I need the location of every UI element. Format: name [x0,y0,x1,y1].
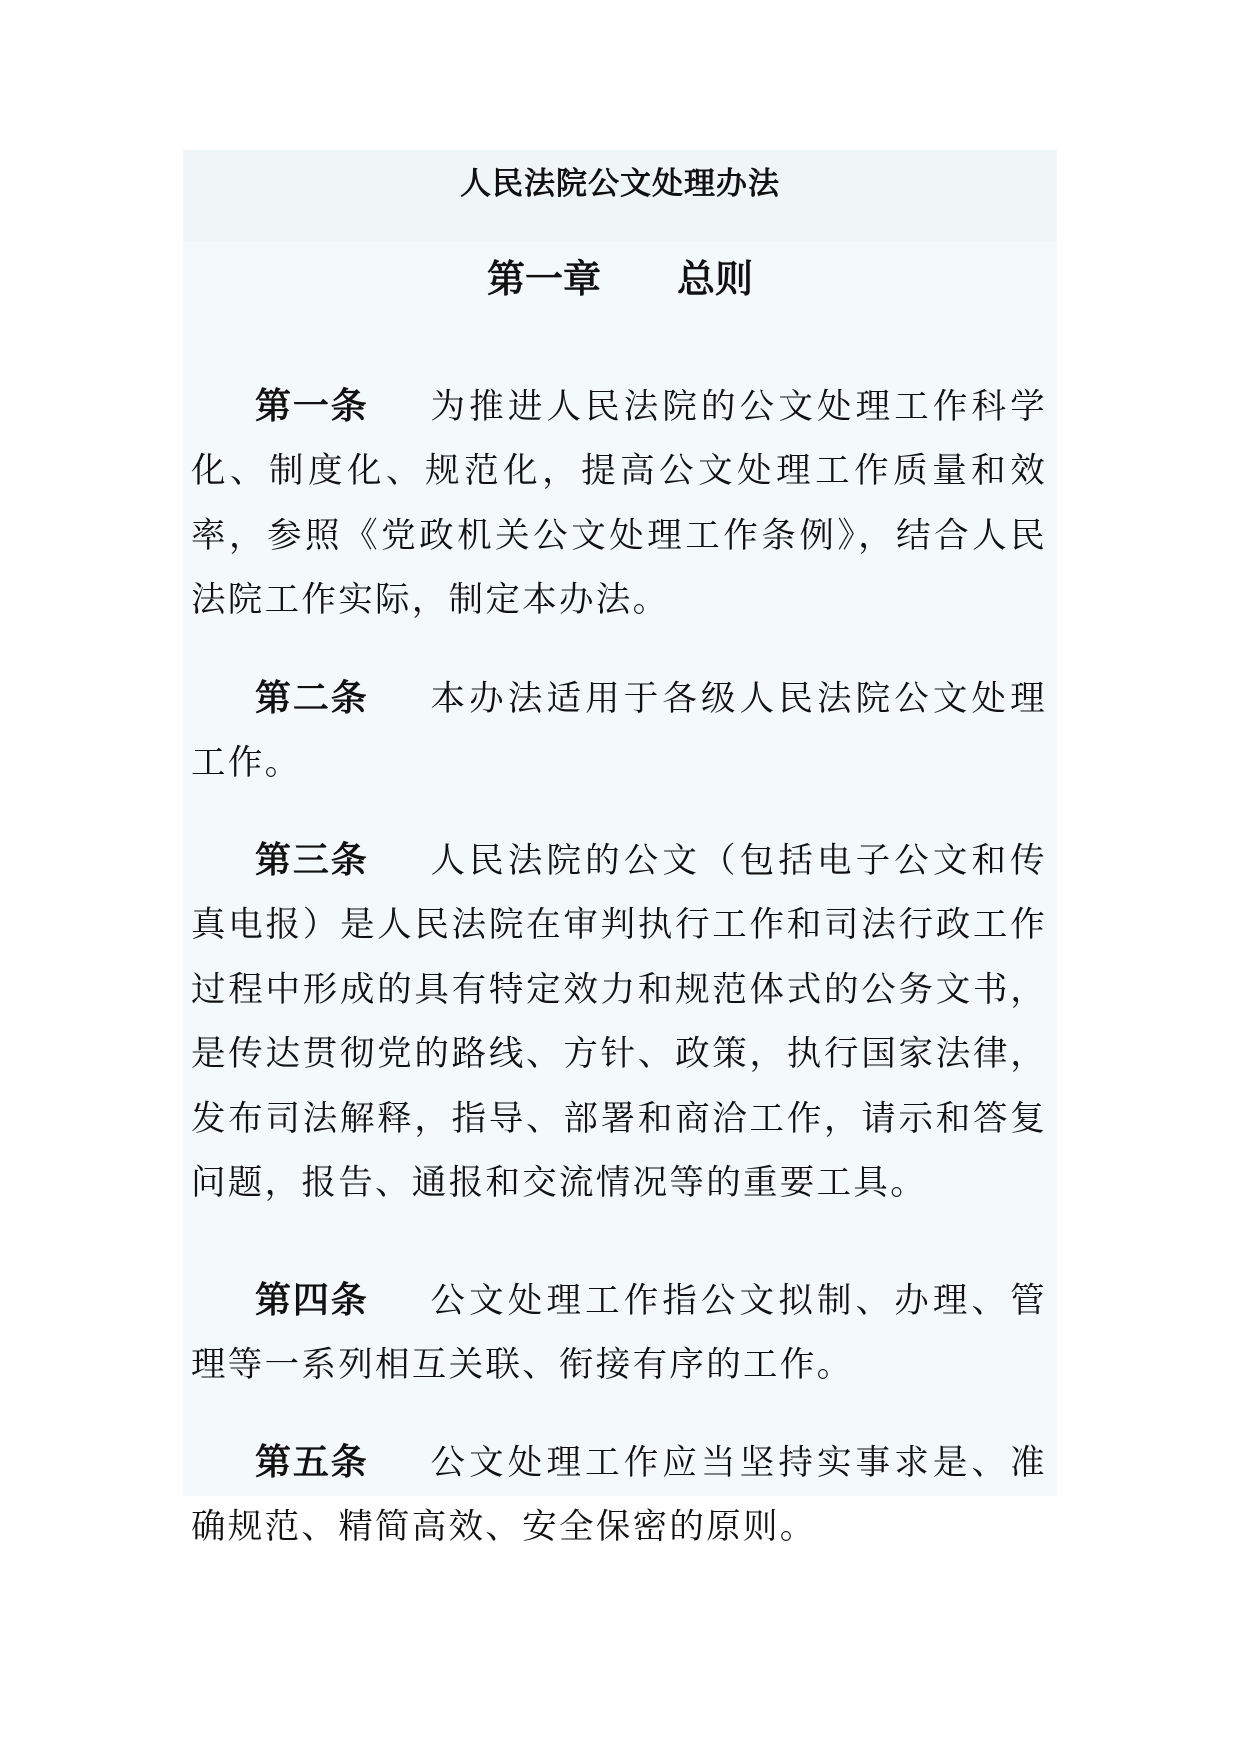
document-page [183,150,1057,1547]
article-3 [191,829,1047,1216]
article-label: 第三条 [255,839,369,881]
article-text: 公文处理工作应当坚持实事求是、准确规范、精简高效、安全保密的原则。 [191,1442,1047,1547]
article-text: 公文处理工作指公文拟制、办理、管理等一系列相互关联、衔接有序的工作。 [191,1280,1047,1385]
document-title: 人民法院公文处理办法 [460,166,780,202]
article-5 [191,1431,1047,1560]
article-label: 第四条 [255,1279,369,1321]
chapter-heading: 第一章 总则 [486,257,753,301]
article-label: 第二条 [255,677,369,719]
article-label: 第五条 [255,1441,369,1483]
title-band [183,150,1057,242]
article-label: 第一条 [255,385,369,427]
article-text: 本办法适用于各级人民法院公文处理工作。 [191,678,1047,783]
article-1 [191,375,1047,633]
article-4 [191,1269,1047,1398]
article-text: 为推进人民法院的公文处理工作科学化、制度化、规范化，提高公文处理工作质量和效率，参照《党政机关公文处理工作条例》，结合人民法院工作实际，制定本办法。 [191,386,1047,620]
article-text: 人民法院的公文（包括电子公文和传真电报）是人民法院在审判执行工作和司法行政工作过程中形成的具有特定效力和规范体式的公务文书，是传达贯彻党的路线、方针、政策，执行国家法律，发布司法解释，指导、部署和商洽工作，请示和答复问题，报告、通报和交流情况等的重要工具。 [191,840,1047,1203]
article-2 [191,667,1047,796]
